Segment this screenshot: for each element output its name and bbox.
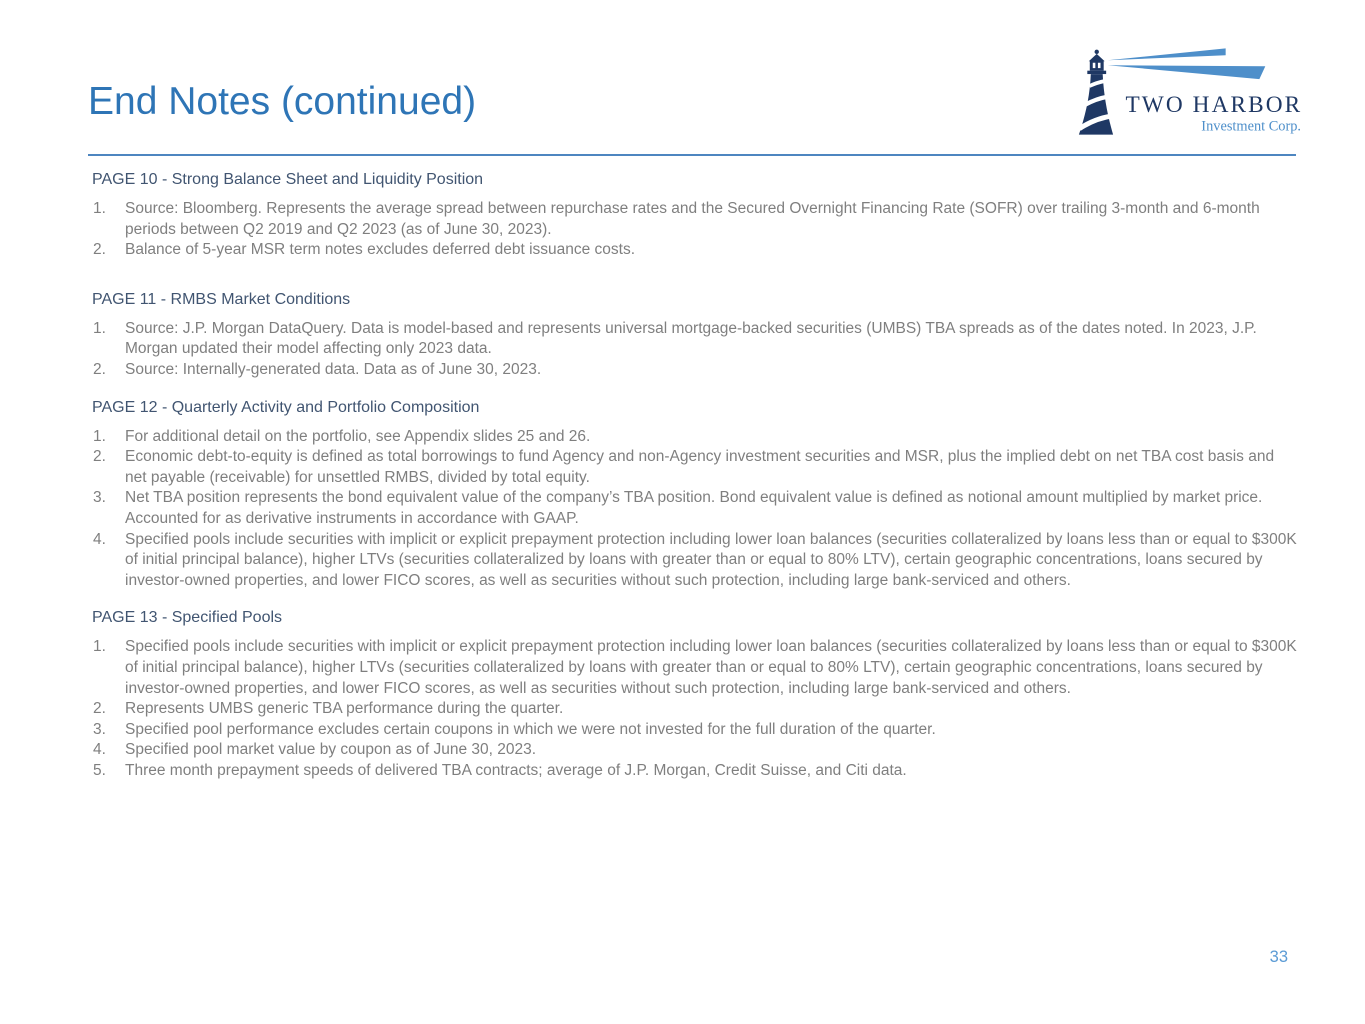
two-harbors-logo-graphic [1065,44,1303,140]
item-text: Balance of 5-year MSR term notes excludes deferred debt issuance costs. [125,241,636,259]
item-number: 5. [93,761,106,779]
end-note-item [88,240,1298,261]
section-heading: PAGE 12 - Quarterly Activity and Portfolio Composition [92,398,480,416]
note-section [88,291,1298,381]
item-number: 1. [93,427,106,445]
item-text: Source: Internally-generated data. Data as of June 30, 2023. [125,360,542,378]
page-title: End Notes (continued) [88,80,477,123]
item-text: Specified pools include securities with implicit or explicit prepayment protection including lower loan balances (securities collateralized by loans less than or equal to $300K of initial principal balance), higher LTVs (securities collateralized by loans with greater than or equal to 80% LTV), certain geographic concentrations, loans secured by investor-owned properties, and lower FICO scores, as well as securities without such protection, including large bank-serviced and others. [125,530,1297,589]
note-list [88,319,1298,381]
note-list [88,199,1298,261]
item-text: Economic debt-to-equity is defined as total borrowings to fund Agency and non-Agency investment securities and MSR, plus the implied debt on net TBA cost basis and net payable (receivable) for unsettled RMBS, divided by total equity. [125,448,1275,486]
item-text: Specified pool performance excludes certain coupons in which we were not invested for the full duration of the quarter. [125,720,936,738]
end-note-item [88,699,1298,720]
note-list [88,427,1298,592]
item-number: 3. [93,720,106,738]
item-number: 2. [93,448,106,466]
item-number: 3. [93,489,106,507]
item-text: Source: J.P. Morgan DataQuery. Data is model-based and represents universal mortgage-backed securities (UMBS) TBA spreads as of the dates noted. In 2023, J.P. Morgan updated their model affecting only 2023 data. [125,319,1257,358]
lighthouse-beams-icon [1108,48,1266,79]
section-heading: PAGE 13 - Specified Pools [92,609,283,627]
end-note-item [88,360,1298,381]
item-number: 2. [93,360,106,378]
end-note-item [88,740,1298,761]
section-heading: PAGE 10 - Strong Balance Sheet and Liquidity Position [92,171,484,188]
logo-subtitle: Investment Corp. [1201,118,1302,135]
end-note-item [88,427,1298,448]
item-text: Specified pool market value by coupon as of June 30, 2023. [125,741,537,759]
item-number: 2. [93,700,106,718]
end-note-item [88,488,1298,529]
item-number: 1. [93,638,106,656]
notes-container [88,171,1298,799]
section-heading: PAGE 11 - RMBS Market Conditions [92,290,351,308]
title-divider [88,154,1296,156]
note-section [88,171,1298,261]
item-number: 1. [93,319,106,337]
item-text: For additional detail on the portfolio, see Appendix slides 25 and 26. [125,427,591,445]
note-section [88,399,1298,592]
end-note-item [88,637,1298,699]
item-text: Source: Bloomberg. Represents the average spread between repurchase rates and the Secured Overnight Financing Rate (SOFR) over trailing 3-month and 6-month periods between Q2 2019 and Q2 2023 (as of June 30, 2023). [125,200,1260,238]
company-logo [1065,44,1303,140]
logo-wordmark: TWO HARBORS [1125,91,1303,118]
end-note-item [88,447,1298,488]
item-text: Net TBA position represents the bond equivalent value of the company’s TBA position. Bond equivalent value is defined as notional amount multiplied by market price. Accounted for as derivative instruments in accordance with GAAP. [125,489,1263,527]
item-text: Three month prepayment speeds of delivered TBA contracts; average of J.P. Morgan, Credit Suisse, and Citi data. [125,761,907,779]
note-list [88,637,1298,781]
item-number: 4. [93,741,106,759]
page-number: 33 [1269,948,1288,966]
item-number: 4. [93,530,106,548]
note-section [88,609,1298,781]
end-note-item [88,720,1298,741]
item-text: Represents UMBS generic TBA performance during the quarter. [125,700,564,718]
end-note-item [88,530,1298,592]
item-text: Specified pools include securities with implicit or explicit prepayment protection including lower loan balances (securities collateralized by loans less than or equal to $300K of initial principal balance), higher LTVs (securities collateralized by loans with greater than or equal to 80% LTV), certain geographic concentrations, loans secured by investor-owned properties, and lower FICO scores, as well as securities without such protection, including large bank-serviced and others. [125,638,1297,697]
end-note-item [88,319,1298,360]
item-number: 1. [93,200,106,217]
item-number: 2. [93,241,106,259]
lighthouse-icon [1079,50,1113,135]
end-note-item [88,761,1298,782]
end-note-item [88,199,1298,240]
